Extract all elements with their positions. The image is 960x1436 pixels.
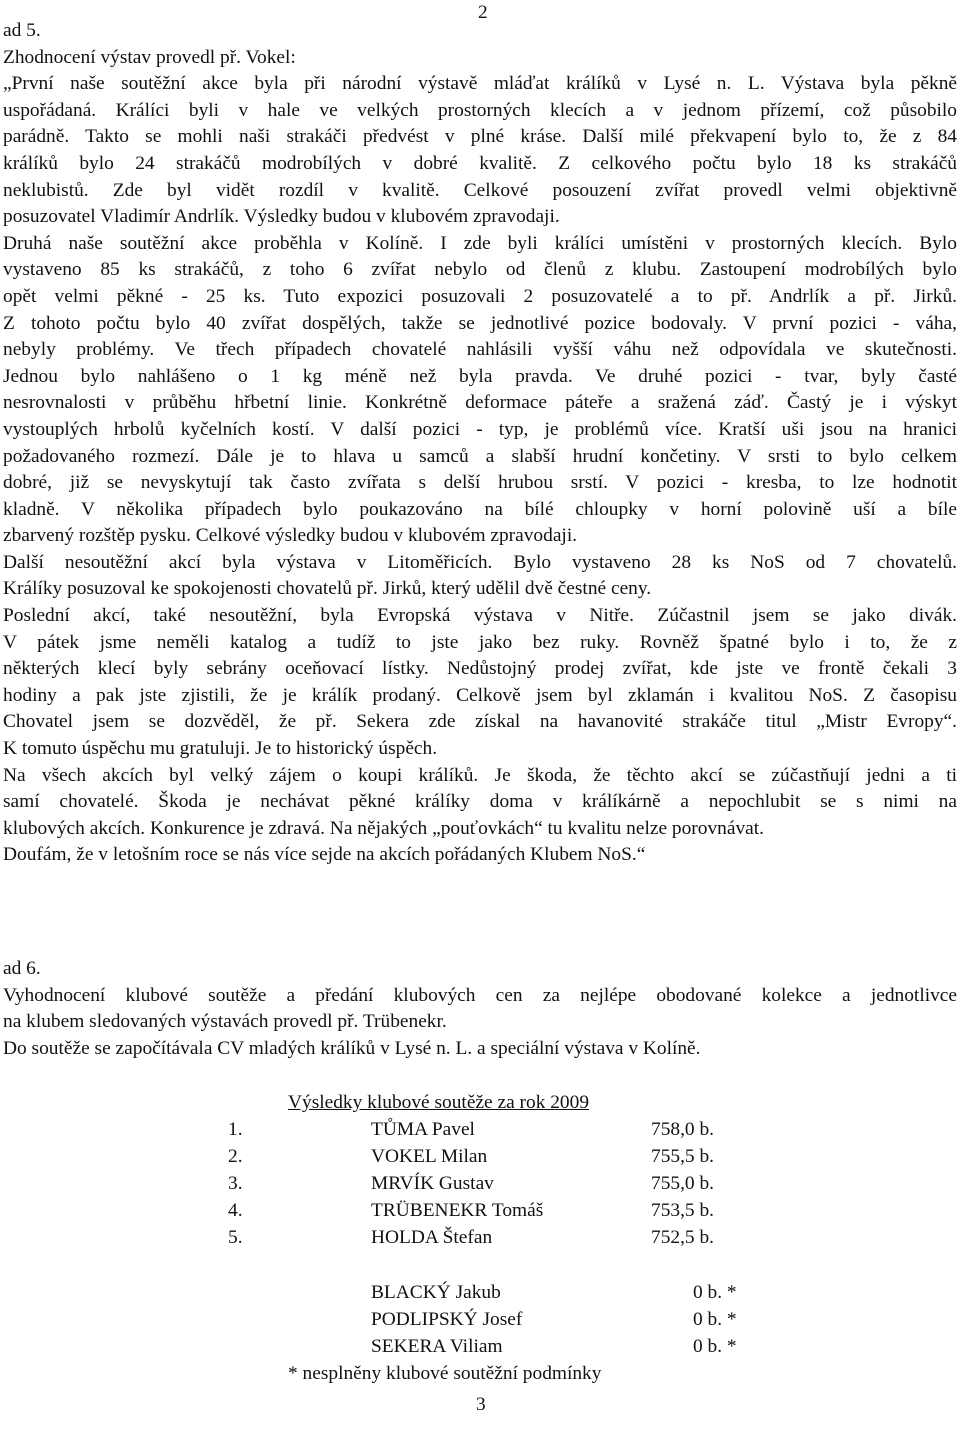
text-line: parádně. Takto se mohli naši strakáči předvést v plné kráse. Další milé překvapení bylo to, že z 84 — [3, 126, 957, 148]
text-line: Druhá naše soutěžní akce proběhla v Kolíně. I zde byli králíci umístěni v prostorných klecích. Bylo — [3, 232, 957, 254]
result-score: 752,5 b. — [651, 1227, 715, 1248]
result-score: 755,5 b. — [651, 1146, 715, 1167]
page-number-top: 2 — [478, 2, 488, 23]
result-rank: 1. — [228, 1119, 243, 1140]
result-rank: 3. — [228, 1173, 243, 1194]
text-line: Chovatel jsem se dozvěděl, že př. Sekera zde získal na havanovité strakáče titul „Mistr Evropy“. — [3, 711, 957, 733]
result-name: HOLDA Štefan — [371, 1227, 493, 1248]
text-line: nesrovnalosti v průběhu hřbetní linie. Konkrétně deformace páteře a sražená záď. Častý je i výskyt — [3, 392, 957, 414]
text-line: nebyly problémy. Ve třech případech chovatelé nahlásili vyšší váhu než odpovídala ve skutečnosti. — [3, 339, 957, 361]
text-line: Vyhodnocení klubové soutěže a předání klubových cen za nejlépe obodované kolekce a jednotlivce — [3, 984, 957, 1006]
text-line: vystouplých hrbolů kyčelních kostí. V další pozici - typ, je problémů více. Kratší uši jsou na hranici — [3, 418, 957, 440]
text-line: zbarvený rozštěp pysku. Celkové výsledky budou v klubovém zpravodaji. — [3, 525, 578, 547]
text-line: Zhodnocení výstav provedl př. Vokel: — [3, 46, 296, 68]
result-score: 758,0 b. — [651, 1119, 715, 1140]
text-line: na klubem sledovaných výstavách provedl př. Trübenekr. — [3, 1011, 447, 1033]
text-line: kladně. V několika případech bylo poukazováno na bílé chloupky v horní polovině uší a bíle — [3, 498, 957, 520]
section-5 — [3, 18, 957, 869]
result-rank: 4. — [228, 1200, 243, 1221]
results-footnote: * nesplněny klubové soutěžní podmínky — [288, 1363, 602, 1384]
result-score: 0 b. * — [693, 1282, 737, 1303]
text-line: Jednou bylo nahlášeno o 1 kg méně než byla pravda. Ve druhé pozici - tvar, byly časté — [3, 365, 957, 387]
text-line: posuzovatel Vladimír Andrlík. Výsledky budou v klubovém zpravodaji. — [3, 206, 560, 228]
result-score: 0 b. * — [693, 1336, 737, 1357]
result-name: BLACKÝ Jakub — [371, 1282, 501, 1303]
text-line: hodiny a pak jste zjistili, že je králík prodaný. Celkově jsem byl zklamán i kvalitou NoS. Z časopisu — [3, 684, 957, 706]
text-line: uspořádaná. Králíci byli v hale ve velkých prostorných klecích a v jednom přízemí, což působilo — [3, 99, 957, 121]
result-name: SEKERA Viliam — [371, 1336, 503, 1357]
result-score: 0 b. * — [693, 1309, 737, 1330]
text-line: Poslední akcí, také nesoutěžní, byla Evropská výstava v Nitře. Zúčastnil jsem se jako divák. — [3, 605, 957, 627]
text-line: opět velmi pěkné - 25 ks. Tuto expozici posuzovali 2 posuzovatelé a to př. Andrlík a př. Jirků. — [3, 285, 957, 307]
text-line: samí chovatelé. Škoda je nechávat pěkné králíky doma v králíkárně a nepochlubit se s nimi na — [3, 791, 957, 813]
page-number-bottom: 3 — [476, 1394, 486, 1415]
result-name: MRVÍK Gustav — [371, 1173, 494, 1194]
text-line: klubových akcích. Konkurence je zdravá. Na nějakých „pouťovkách“ tu kvalitu nelze porovnávat. — [3, 817, 764, 839]
result-score: 755,0 b. — [651, 1173, 715, 1194]
text-line: požadovaného rozmezí. Dále je to hlava u samců a slabší hrudní končetiny. V srsti to bylo celkem — [3, 445, 957, 467]
text-line: V pátek jsme neměli katalog a tudíž to jste jako bez ruky. Rovněž špatné bylo i to, že z — [3, 631, 957, 653]
result-score: 753,5 b. — [651, 1200, 715, 1221]
result-name: PODLIPSKÝ Josef — [371, 1309, 523, 1330]
text-line: Králíky posuzoval ke spokojenosti chovatelů př. Jirků, který udělil dvě čestné ceny. — [3, 578, 652, 600]
section-5-heading: ad 5. — [3, 20, 41, 41]
text-line: Do soutěže se započítávala CV mladých králíků v Lysé n. L. a speciální výstava v Kolíně. — [3, 1037, 701, 1059]
result-name: VOKEL Milan — [371, 1146, 488, 1167]
text-line: králíků bylo 24 strakáčů modrobílých v dobré kvalitě. Z celkového počtu bylo 18 ks strakáčů — [3, 152, 957, 174]
result-name: TŮMA Pavel — [371, 1119, 475, 1140]
text-line: Další nesoutěžní akcí byla výstava v Litoměřicích. Bylo vystaveno 28 ks NoS od 7 chovatelů. — [3, 551, 957, 573]
text-line: dobré, již se nevyskytují tak často zvířata s delší hrubou srstí. V pozici - kresba, to lze hodnotit — [3, 472, 957, 494]
section-6-heading: ad 6. — [3, 958, 41, 979]
text-line: „První naše soutěžní akce byla při národní výstavě mláďat králíků v Lysé n. L. Výstava byla pěkně — [3, 73, 957, 95]
text-line: vystaveno 85 ks strakáčů, z toho 6 zvířat nebylo od členů z klubu. Zastoupení modrobílých bylo — [3, 259, 957, 281]
result-rank: 5. — [228, 1227, 243, 1248]
result-name: TRÜBENEKR Tomáš — [371, 1200, 544, 1221]
text-line: Doufám, že v letošním roce se nás více sejde na akcích pořádaných Klubem NoS.“ — [3, 844, 646, 866]
results-title: Výsledky klubové soutěže za rok 2009 — [288, 1092, 590, 1113]
text-line: neklubistů. Zde byl vidět rozdíl v kvalitě. Celkové posouzení zvířat provedl velmi objektivně — [3, 179, 957, 201]
text-line: Na všech akcích byl velký zájem o koupi králíků. Je škoda, že těchto akcí se zúčastňují jedni a ti — [3, 764, 957, 786]
text-line: Z tohoto počtu bylo 40 zvířat dospělých, takže se jednotlivé pozice bodovaly. V první pozici - váha, — [3, 312, 957, 334]
section-6 — [3, 956, 957, 1062]
text-line: K tomuto úspěchu mu gratuluji. Je to historický úspěch. — [3, 738, 438, 760]
text-line: některých klecí byly sebrány oceňovací lístky. Nedůstojný prodej zvířat, kde jste ve frontě čekali 3 — [3, 658, 957, 680]
result-rank: 2. — [228, 1146, 243, 1167]
